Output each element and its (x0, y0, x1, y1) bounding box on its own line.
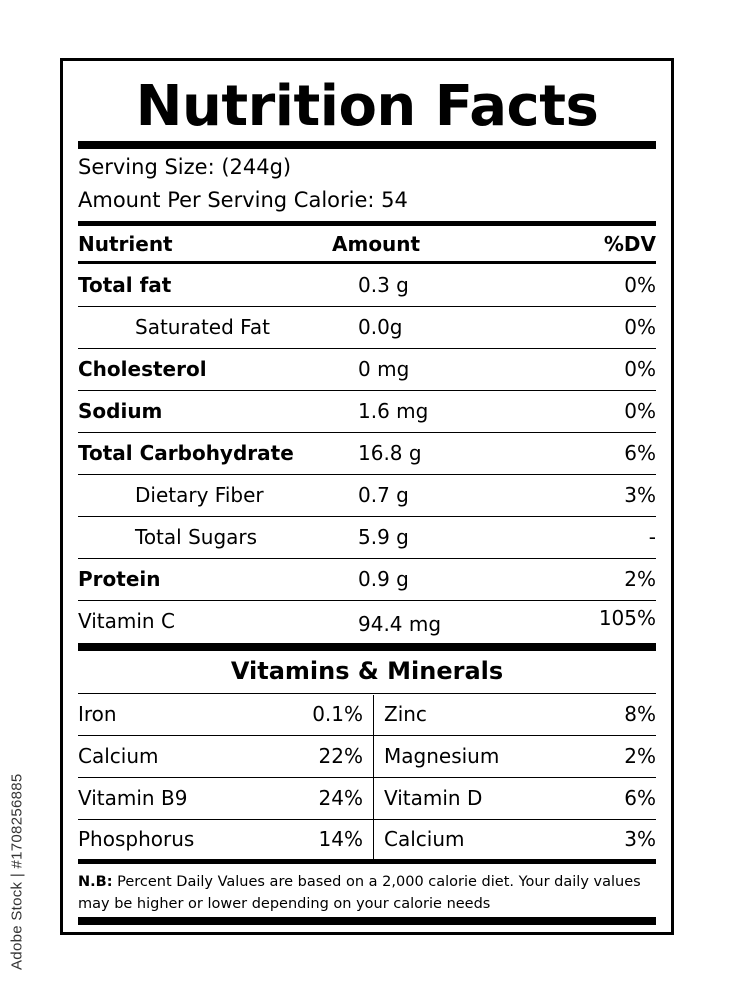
title-divider (78, 141, 656, 149)
vitamin-name: Magnesium (384, 744, 500, 768)
vitamin-value: 3% (624, 827, 656, 851)
nutrient-name: Dietary Fiber (135, 483, 264, 507)
nutrient-row (78, 516, 656, 558)
header-amount: Amount (332, 232, 421, 256)
footnote-divider (78, 859, 656, 864)
serving-info (78, 151, 408, 217)
nutrient-row (78, 306, 656, 348)
vitamin-row (78, 694, 656, 735)
nutrient-row (78, 348, 656, 390)
vitamin-value: 0.1% (312, 702, 363, 726)
nutrient-name: Sodium (78, 399, 163, 423)
bottom-bar (78, 917, 656, 925)
nutrient-name: Total Carbohydrate (78, 441, 294, 465)
vitamin-name: Iron (78, 702, 117, 726)
nutrient-amount: 16.8 g (358, 441, 422, 465)
nutrient-name: Protein (78, 567, 161, 591)
footnote-prefix: N.B: (78, 874, 113, 890)
nutrient-amount: 0.7 g (358, 483, 409, 507)
nutrient-row (78, 600, 656, 642)
nutrient-amount: 0 mg (358, 357, 410, 381)
nutrient-name: Total fat (78, 273, 172, 297)
nutrient-name: Cholesterol (78, 357, 207, 381)
vitamin-row (78, 778, 656, 819)
nutrient-amount: 94.4 mg (358, 612, 442, 636)
nutrient-dv: 2% (624, 567, 656, 591)
vitamin-name: Vitamin B9 (78, 786, 188, 810)
serving-size: Serving Size: (244g) (78, 155, 292, 179)
vitamin-value: 8% (624, 702, 656, 726)
vitamin-name: Vitamin D (384, 786, 483, 810)
nutrient-name: Saturated Fat (135, 315, 270, 339)
vitamin-value: 2% (624, 744, 656, 768)
vitamin-value: 22% (318, 744, 363, 768)
vitamin-name: Calcium (78, 744, 159, 768)
nutrient-name: Vitamin C (78, 609, 175, 633)
vitamin-row (78, 819, 656, 860)
nutrient-row (78, 474, 656, 516)
header-nutrient: Nutrient (78, 232, 173, 256)
nutrient-row (78, 264, 656, 306)
nutrient-amount: 1.6 mg (358, 399, 429, 423)
header-dv: %DV (603, 232, 656, 256)
nutrition-label (60, 58, 674, 935)
nutrient-amount: 5.9 g (358, 525, 409, 549)
vitamin-value: 14% (318, 827, 363, 851)
vitamin-row (78, 736, 656, 777)
vitamin-name: Zinc (384, 702, 427, 726)
nutrient-amount: 0.0g (358, 315, 403, 339)
nutrient-dv: 0% (624, 357, 656, 381)
nutrient-dv: 0% (624, 273, 656, 297)
nutrient-dv: 0% (624, 399, 656, 423)
nutrient-amount: 0.9 g (358, 567, 409, 591)
nutrient-dv: 3% (624, 483, 656, 507)
vitamin-name: Calcium (384, 827, 465, 851)
nutrient-dv: 0% (624, 315, 656, 339)
footnote-text: Percent Daily Values are based on a 2,000 calorie diet. Your daily values may be higher or lower depending on your calorie needs (78, 874, 641, 912)
nutrient-row (78, 432, 656, 474)
nutrient-dv: 105% (598, 606, 656, 630)
label-title: Nutrition Facts (135, 74, 599, 139)
footnote (78, 871, 656, 915)
vitamins-title: Vitamins & Minerals (230, 657, 504, 685)
nutrient-table-header (78, 226, 656, 262)
vitamin-name: Phosphorus (78, 827, 195, 851)
vitamin-value: 24% (318, 786, 363, 810)
vitamin-value: 6% (624, 786, 656, 810)
nutrient-dv: 6% (624, 441, 656, 465)
nutrient-row (78, 390, 656, 432)
nutrient-dv: - (648, 525, 656, 549)
nutrient-amount: 0.3 g (358, 273, 409, 297)
nutrient-name: Total Sugars (135, 525, 258, 549)
calories: Amount Per Serving Calorie: 54 (78, 188, 408, 212)
stock-watermark: Adobe Stock | #1708256885 (8, 773, 26, 971)
nutrient-row (78, 558, 656, 600)
